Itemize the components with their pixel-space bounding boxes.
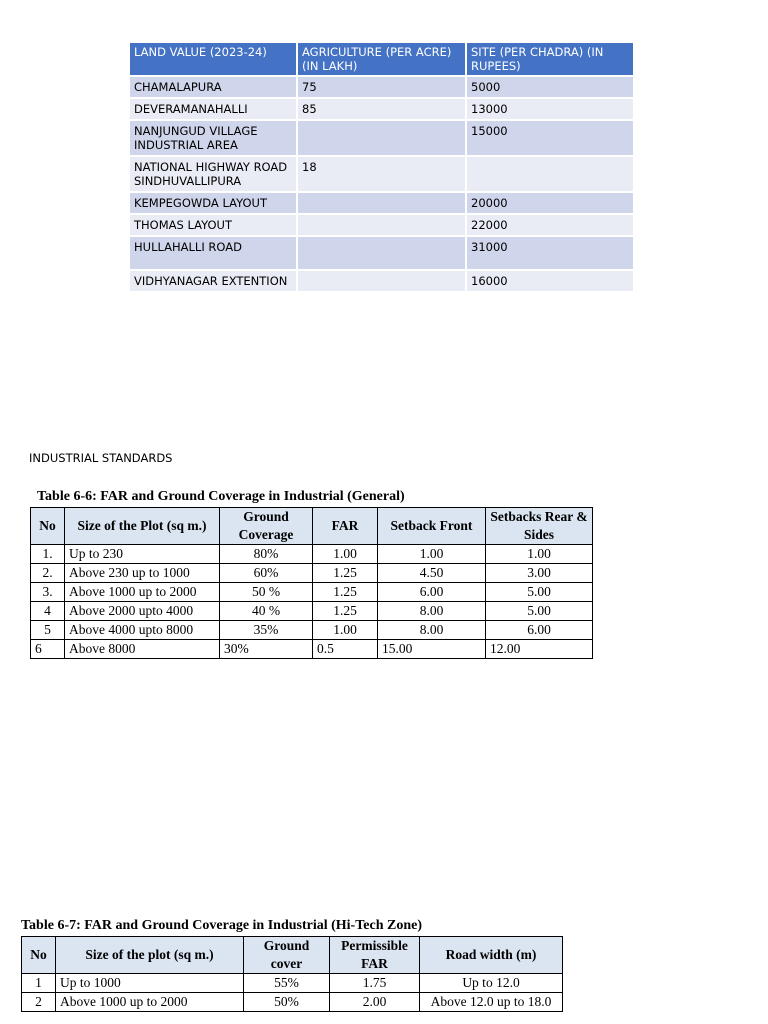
- land-value-table: [128, 43, 635, 293]
- road-width-cell: Above 12.0 up to 18.0: [420, 993, 563, 1012]
- table-row: [130, 237, 633, 271]
- table-row: [130, 77, 633, 99]
- plot-size-cell: Above 4000 upto 8000: [65, 621, 220, 640]
- far-cell: 1.00: [313, 545, 378, 564]
- table-66-caption: Table 6-6: FAR and Ground Coverage in Industrial (General): [37, 489, 405, 504]
- no-cell: 4: [31, 602, 65, 621]
- ground-coverage-cell: 30%: [220, 640, 313, 659]
- table-row: [130, 121, 633, 157]
- agriculture-cell: 18: [298, 157, 465, 193]
- setback-front-cell: 8.00: [378, 602, 486, 621]
- table-row: [31, 564, 593, 583]
- header-setbacks-rear-sides: Setbacks Rear & Sides: [486, 508, 593, 545]
- header-plot-size: Size of the Plot (sq m.): [65, 508, 220, 545]
- header-road-width: Road width (m): [420, 937, 563, 974]
- agriculture-cell: [298, 121, 465, 157]
- ground-coverage-cell: 40 %: [220, 602, 313, 621]
- header-setback-front: Setback Front: [378, 508, 486, 545]
- far-cell: 1.00: [313, 621, 378, 640]
- setback-rear-cell: 1.00: [486, 545, 593, 564]
- table-row: [130, 215, 633, 237]
- ground-cover-cell: 50%: [244, 993, 330, 1012]
- industrial-general-table: [30, 507, 593, 659]
- table-header-row: [22, 937, 563, 974]
- setback-front-cell: 4.50: [378, 564, 486, 583]
- plot-size-cell: Above 230 up to 1000: [65, 564, 220, 583]
- header-far: FAR: [313, 508, 378, 545]
- ground-coverage-cell: 80%: [220, 545, 313, 564]
- no-cell: 1: [22, 974, 56, 993]
- setback-rear-cell: 12.00: [486, 640, 593, 659]
- location-cell: NATIONAL HIGHWAY ROAD SINDHUVALLIPURA: [130, 157, 296, 193]
- no-cell: 5: [31, 621, 65, 640]
- location-cell: CHAMALAPURA: [130, 77, 296, 99]
- header-no: No: [31, 508, 65, 545]
- setback-front-cell: 1.00: [378, 545, 486, 564]
- plot-size-cell: Above 2000 upto 4000: [65, 602, 220, 621]
- no-cell: 2: [22, 993, 56, 1012]
- site-cell: 13000: [467, 99, 633, 121]
- no-cell: 3.: [31, 583, 65, 602]
- plot-size-cell: Up to 230: [65, 545, 220, 564]
- agriculture-cell: [298, 193, 465, 215]
- setback-front-cell: 8.00: [378, 621, 486, 640]
- setback-rear-cell: 3.00: [486, 564, 593, 583]
- far-cell: 1.25: [313, 564, 378, 583]
- table-67-caption: Table 6-7: FAR and Ground Coverage in Industrial (Hi-Tech Zone): [21, 918, 422, 933]
- plot-size-cell: Above 1000 up to 2000: [56, 993, 244, 1012]
- site-cell: 20000: [467, 193, 633, 215]
- header-land-value: LAND VALUE (2023-24): [130, 43, 296, 77]
- header-permissible-far: Permissible FAR: [330, 937, 420, 974]
- setback-front-cell: 6.00: [378, 583, 486, 602]
- ground-cover-cell: 55%: [244, 974, 330, 993]
- no-cell: 1.: [31, 545, 65, 564]
- ground-coverage-cell: 35%: [220, 621, 313, 640]
- header-ground-cover: Ground cover: [244, 937, 330, 974]
- location-cell: KEMPEGOWDA LAYOUT: [130, 193, 296, 215]
- table-row: [22, 993, 563, 1012]
- land-value-header-row: [130, 43, 633, 77]
- table-header-row: [31, 508, 593, 545]
- no-cell: 6: [31, 640, 65, 659]
- table-row: [31, 583, 593, 602]
- ground-coverage-cell: 60%: [220, 564, 313, 583]
- site-cell: 15000: [467, 121, 633, 157]
- site-cell: 5000: [467, 77, 633, 99]
- site-cell: 31000: [467, 237, 633, 271]
- header-site: SITE (PER CHADRA) (IN RUPEES): [467, 43, 633, 77]
- agriculture-cell: 85: [298, 99, 465, 121]
- road-width-cell: Up to 12.0: [420, 974, 563, 993]
- location-cell: DEVERAMANAHALLI: [130, 99, 296, 121]
- site-cell: 22000: [467, 215, 633, 237]
- far-cell: 1.25: [313, 583, 378, 602]
- header-ground-coverage: Ground Coverage: [220, 508, 313, 545]
- agriculture-cell: 75: [298, 77, 465, 99]
- industrial-standards-heading: INDUSTRIAL STANDARDS: [29, 451, 173, 465]
- setback-front-cell: 15.00: [378, 640, 486, 659]
- plot-size-cell: Above 8000: [65, 640, 220, 659]
- far-cell: 1.25: [313, 602, 378, 621]
- industrial-hitech-table: [21, 936, 563, 1012]
- location-cell: VIDHYANAGAR EXTENTION: [130, 271, 296, 293]
- table-row: [130, 157, 633, 193]
- table-row: [31, 602, 593, 621]
- plot-size-cell: Above 1000 up to 2000: [65, 583, 220, 602]
- ground-coverage-cell: 50 %: [220, 583, 313, 602]
- location-cell: THOMAS LAYOUT: [130, 215, 296, 237]
- header-plot-size: Size of the plot (sq m.): [56, 937, 244, 974]
- table-row: [31, 621, 593, 640]
- agriculture-cell: [298, 271, 465, 293]
- plot-size-cell: Up to 1000: [56, 974, 244, 993]
- header-no: No: [22, 937, 56, 974]
- far-cell: 2.00: [330, 993, 420, 1012]
- table-row: [130, 193, 633, 215]
- table-row: [22, 974, 563, 993]
- table-row: [31, 545, 593, 564]
- header-agriculture: AGRICULTURE (PER ACRE) (IN LAKH): [298, 43, 465, 77]
- no-cell: 2.: [31, 564, 65, 583]
- site-cell: 16000: [467, 271, 633, 293]
- setback-rear-cell: 6.00: [486, 621, 593, 640]
- location-cell: HULLAHALLI ROAD: [130, 237, 296, 271]
- table-row: [130, 271, 633, 293]
- agriculture-cell: [298, 215, 465, 237]
- far-cell: 1.75: [330, 974, 420, 993]
- setback-rear-cell: 5.00: [486, 583, 593, 602]
- location-cell: NANJUNGUD VILLAGE INDUSTRIAL AREA: [130, 121, 296, 157]
- site-cell: [467, 157, 633, 193]
- table-row: [130, 99, 633, 121]
- agriculture-cell: [298, 237, 465, 271]
- setback-rear-cell: 5.00: [486, 602, 593, 621]
- table-row: [31, 640, 593, 659]
- far-cell: 0.5: [313, 640, 378, 659]
